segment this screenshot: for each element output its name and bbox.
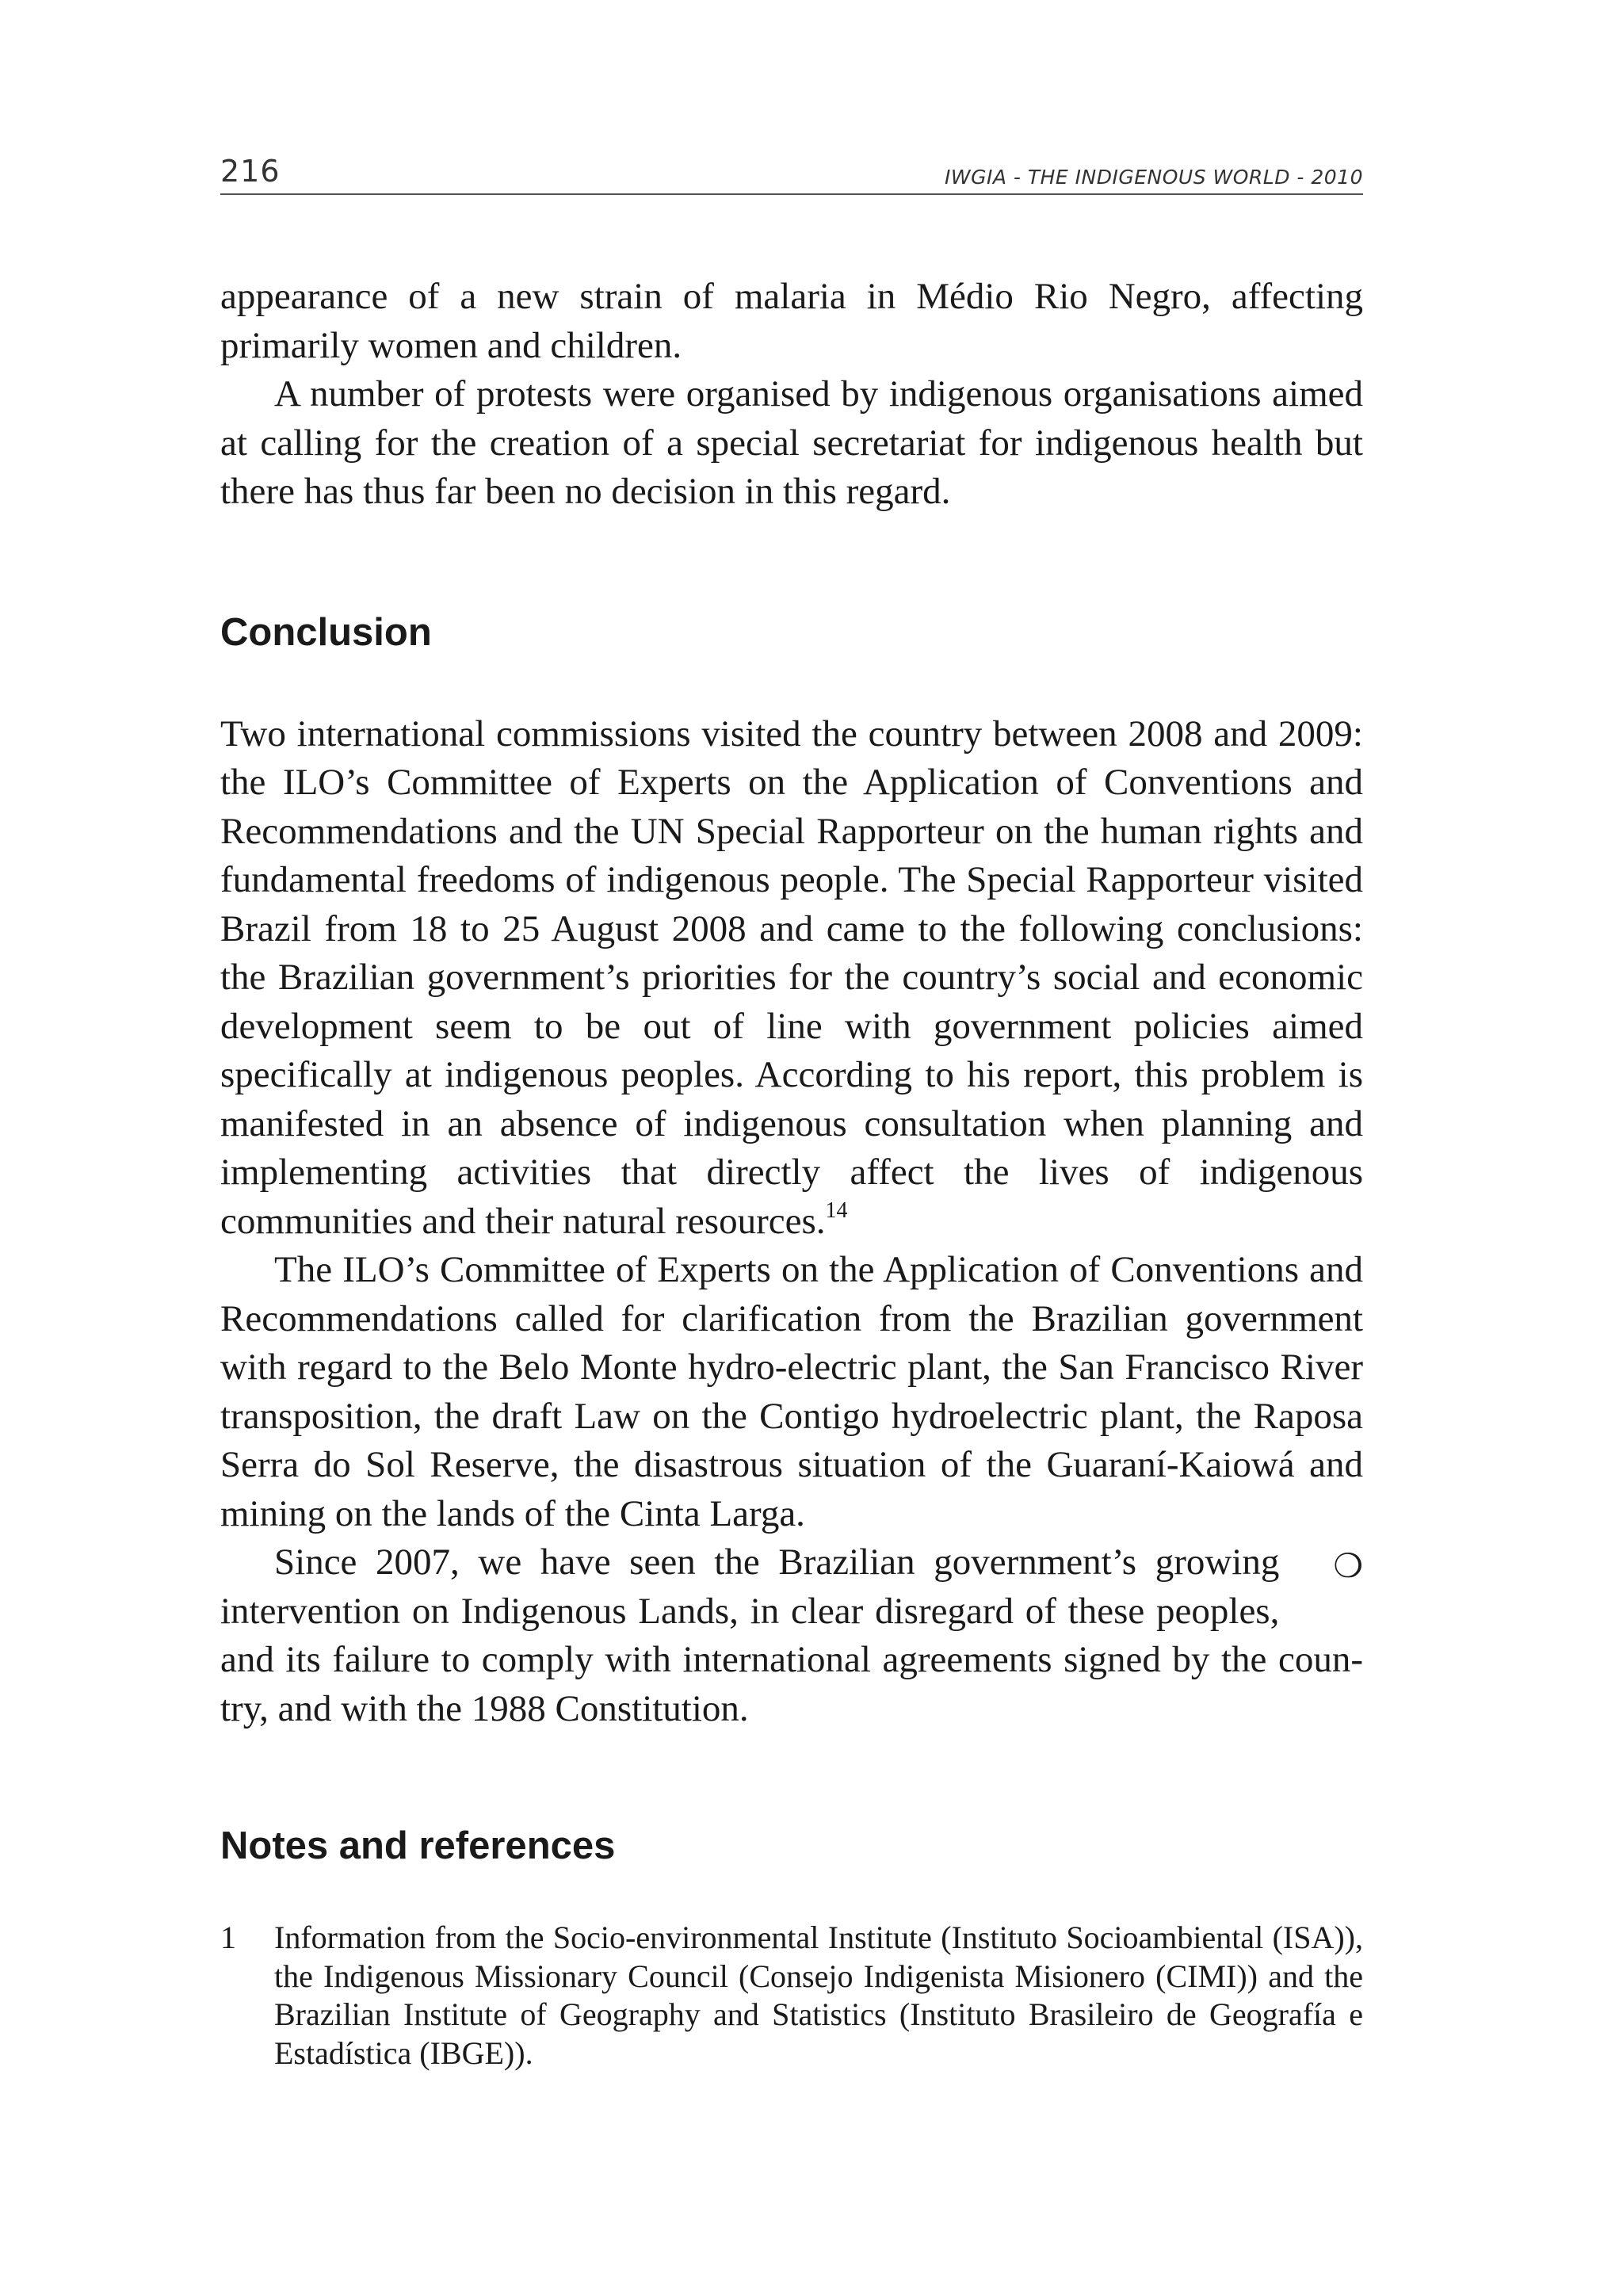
conclusion-paragraph-2: The ILO’s Committee of Experts on the Application of Conventions and Recommendations called for clarification from the Brazilian government with regard to the Belo Monte hydro-electric plant, the San Francisco River transposition, the draft Law on the Contigo hydroelectric plant, the Raposa Serra do Sol Reserve, the disastrous situation of the Guaraní-Kaiowá and mining on the lands of the Cinta Larga. [220,1249,1363,1534]
end-of-article-icon: ❍ [1333,1546,1363,1585]
conclusion-paragraph-1 [220,710,1363,1247]
page [220,151,1363,2073]
notes-heading: Notes and references [220,1824,616,1867]
intro-paragraph-1: appearance of a new strain of malaria in Médio Rio Negro, affecting primarily women and children. [220,276,1363,366]
page-header [220,151,1363,195]
conclusion-paragraph-3 [220,1538,1363,1733]
intro-paragraph-2: A number of protests were organised by indigenous organisations aimed at calling for the creation of a special secretariat for indigenous health but there has thus far been no decision in this regard. [220,373,1363,512]
conclusion-heading: Conclusion [220,610,432,654]
running-head: IWGIA - THE INDIGENOUS WORLD - 2010 [944,166,1363,189]
conclusion-paragraph-1-text: Two international commissions visited the country between 2008 and 2009: the ILO’s Committee of Experts on the Application of Conventions and Recommendations and the UN Special Rapporteur on the human rights and fundamental freedoms of indigenous people. The Special Rapporteur visited Brazil from 18 to 25 August 2008 and came to the following conclusions: the Brazilian government’s priorities for the country’s social and economic development seem to be out of line with government policies aimed specifically at indigenous peoples. According to his report, this problem is manifested in an absence of indigenous consultation when planning and implementing activities that directly affect the lives of indigenous communities and their natural resources. [220,712,1363,1242]
conclusion-paragraph-3-text: Since 2007, we have seen the Brazilian government’s growing intervention on Indigenous Lands, in clear disregard of these peoples, and its failure to comply with international agreements signed by the country, and with the 1988 Constitution. [220,1541,1363,1729]
footnote-reference-14[interactable]: 14 [825,1198,848,1223]
note-item [220,1919,1363,2073]
note-text: Information from the Socio-environmental Institute (Instituto Socioambiental (ISA)), the Indigenous Missionary Council (Consejo Indigenista Misionero (CIMI)) and the Brazilian Institute of Geography and Statistics (Instituto Brasileiro de Geografía e Estadística (IBGE)). [274,1920,1363,2071]
page-number: 216 [220,154,281,189]
note-number: 1 [220,1920,236,1955]
